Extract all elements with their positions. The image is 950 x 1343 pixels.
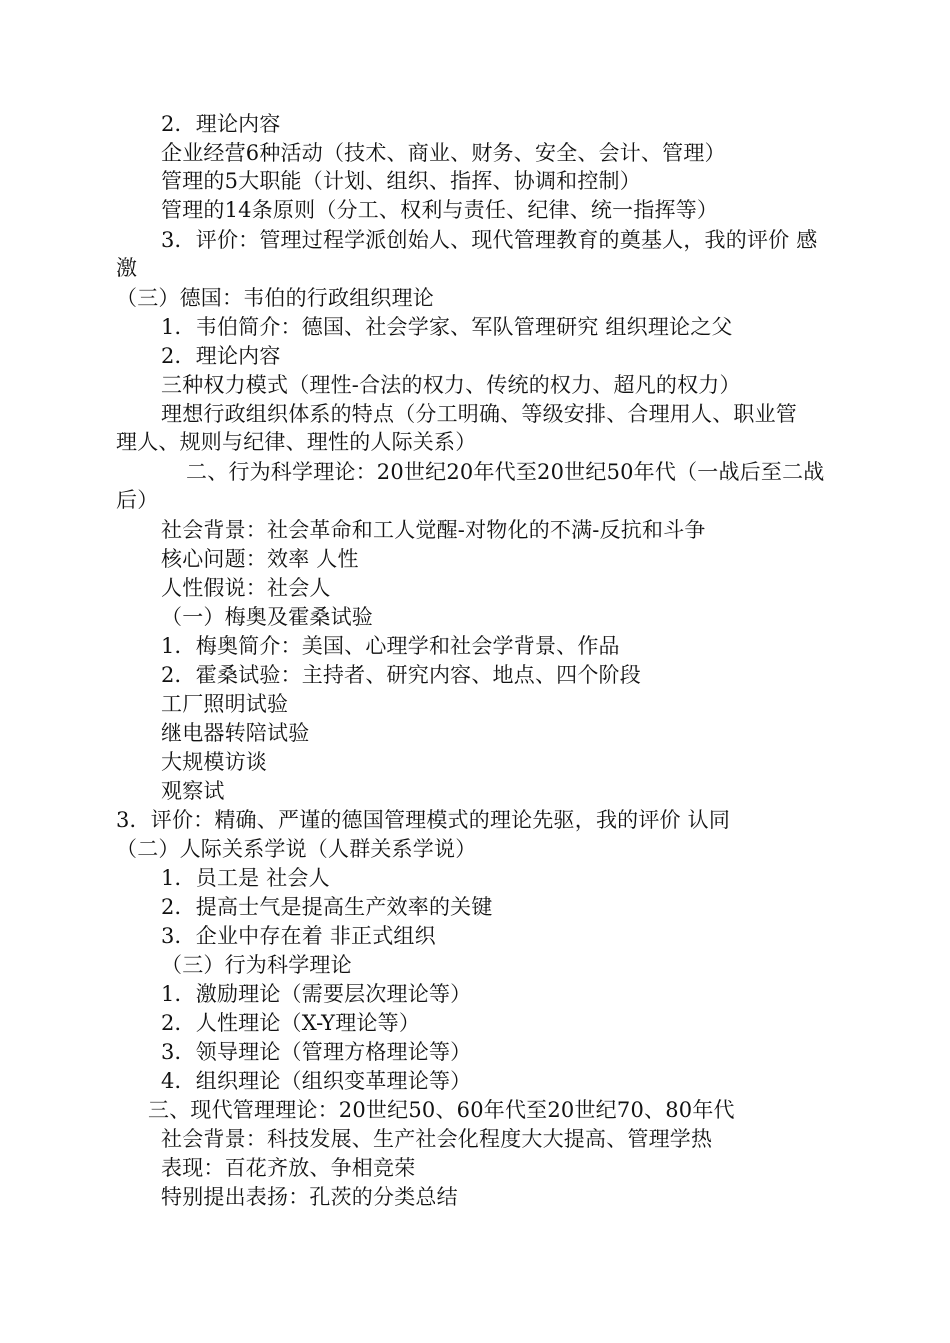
- text-line: 激: [116, 256, 138, 280]
- text-line: 2．人性理论（X-Y理论等）: [161, 1011, 421, 1035]
- text-line: 核心问题：效率 人性: [161, 547, 359, 571]
- text-line: 1．激励理论（需要层次理论等）: [161, 982, 472, 1006]
- text-line: 3．评价：精确、严谨的德国管理模式的理论先驱，我的评价 认同: [116, 808, 731, 832]
- text-line: 1．员工是 社会人: [161, 866, 330, 890]
- text-line: 人性假说：社会人: [161, 576, 331, 600]
- section-heading: （二）人际关系学说（人群关系学说）: [116, 837, 477, 861]
- section-heading: （三）德国：韦伯的行政组织理论: [116, 286, 434, 310]
- text-line: 社会背景：科技发展、生产社会化程度大大提高、管理学热: [161, 1127, 713, 1151]
- text-line: 社会背景：社会革命和工人觉醒-对物化的不满-反抗和斗争: [161, 518, 706, 542]
- text-line: 3．企业中存在着 非正式组织: [161, 924, 436, 948]
- text-line: 管理的14条原则（分工、权利与责任、纪律、统一指挥等）: [161, 198, 719, 222]
- text-line: 2．提高士气是提高生产效率的关键: [161, 895, 493, 919]
- text-line: 理人、规则与纪律、理性的人际关系）: [116, 430, 477, 454]
- text-line: 2．霍桑试验：主持者、研究内容、地点、四个阶段: [161, 663, 641, 687]
- text-line: 1．梅奥简介：美国、心理学和社会学背景、作品: [161, 634, 620, 658]
- text-line: 1．韦伯简介：德国、社会学家、军队管理研究 组织理论之父: [161, 315, 733, 339]
- text-line: 管理的5大职能（计划、组织、指挥、协调和控制）: [161, 169, 641, 193]
- text-line: 继电器转陪试验: [161, 721, 310, 745]
- text-line: 3．领导理论（管理方格理论等）: [161, 1040, 472, 1064]
- section-heading: （三）行为科学理论: [161, 953, 352, 977]
- section-heading: （一）梅奥及霍桑试验: [161, 605, 373, 629]
- text-line: 后）: [116, 488, 159, 512]
- text-line: 2．理论内容: [161, 112, 281, 136]
- text-line: 理想行政组织体系的特点（分工明确、等级安排、合理用人、职业管: [161, 402, 797, 426]
- text-line: 特别提出表扬：孔茨的分类总结: [161, 1185, 458, 1209]
- text-line: 表现：百花齐放、争相竞荣: [161, 1156, 416, 1180]
- text-line: 大规模访谈: [161, 750, 267, 774]
- text-line: 2．理论内容: [161, 344, 281, 368]
- text-line: 工厂照明试验: [161, 692, 289, 716]
- text-line: 三种权力模式（理性-合法的权力、传统的权力、超凡的权力）: [161, 373, 741, 397]
- text-line: 观察试: [161, 779, 225, 803]
- section-heading: 二、行为科学理论：20世纪20年代至20世纪50年代（一战后至二战: [186, 460, 825, 484]
- section-heading: 三、现代管理理论：20世纪50、60年代至20世纪70、80年代: [148, 1098, 735, 1122]
- text-line: 3．评价：管理过程学派创始人、现代管理教育的奠基人，我的评价 感: [161, 228, 818, 252]
- text-line: 企业经营6种活动（技术、商业、财务、安全、会计、管理）: [161, 141, 726, 165]
- text-line: 4．组织理论（组织变革理论等）: [161, 1069, 472, 1093]
